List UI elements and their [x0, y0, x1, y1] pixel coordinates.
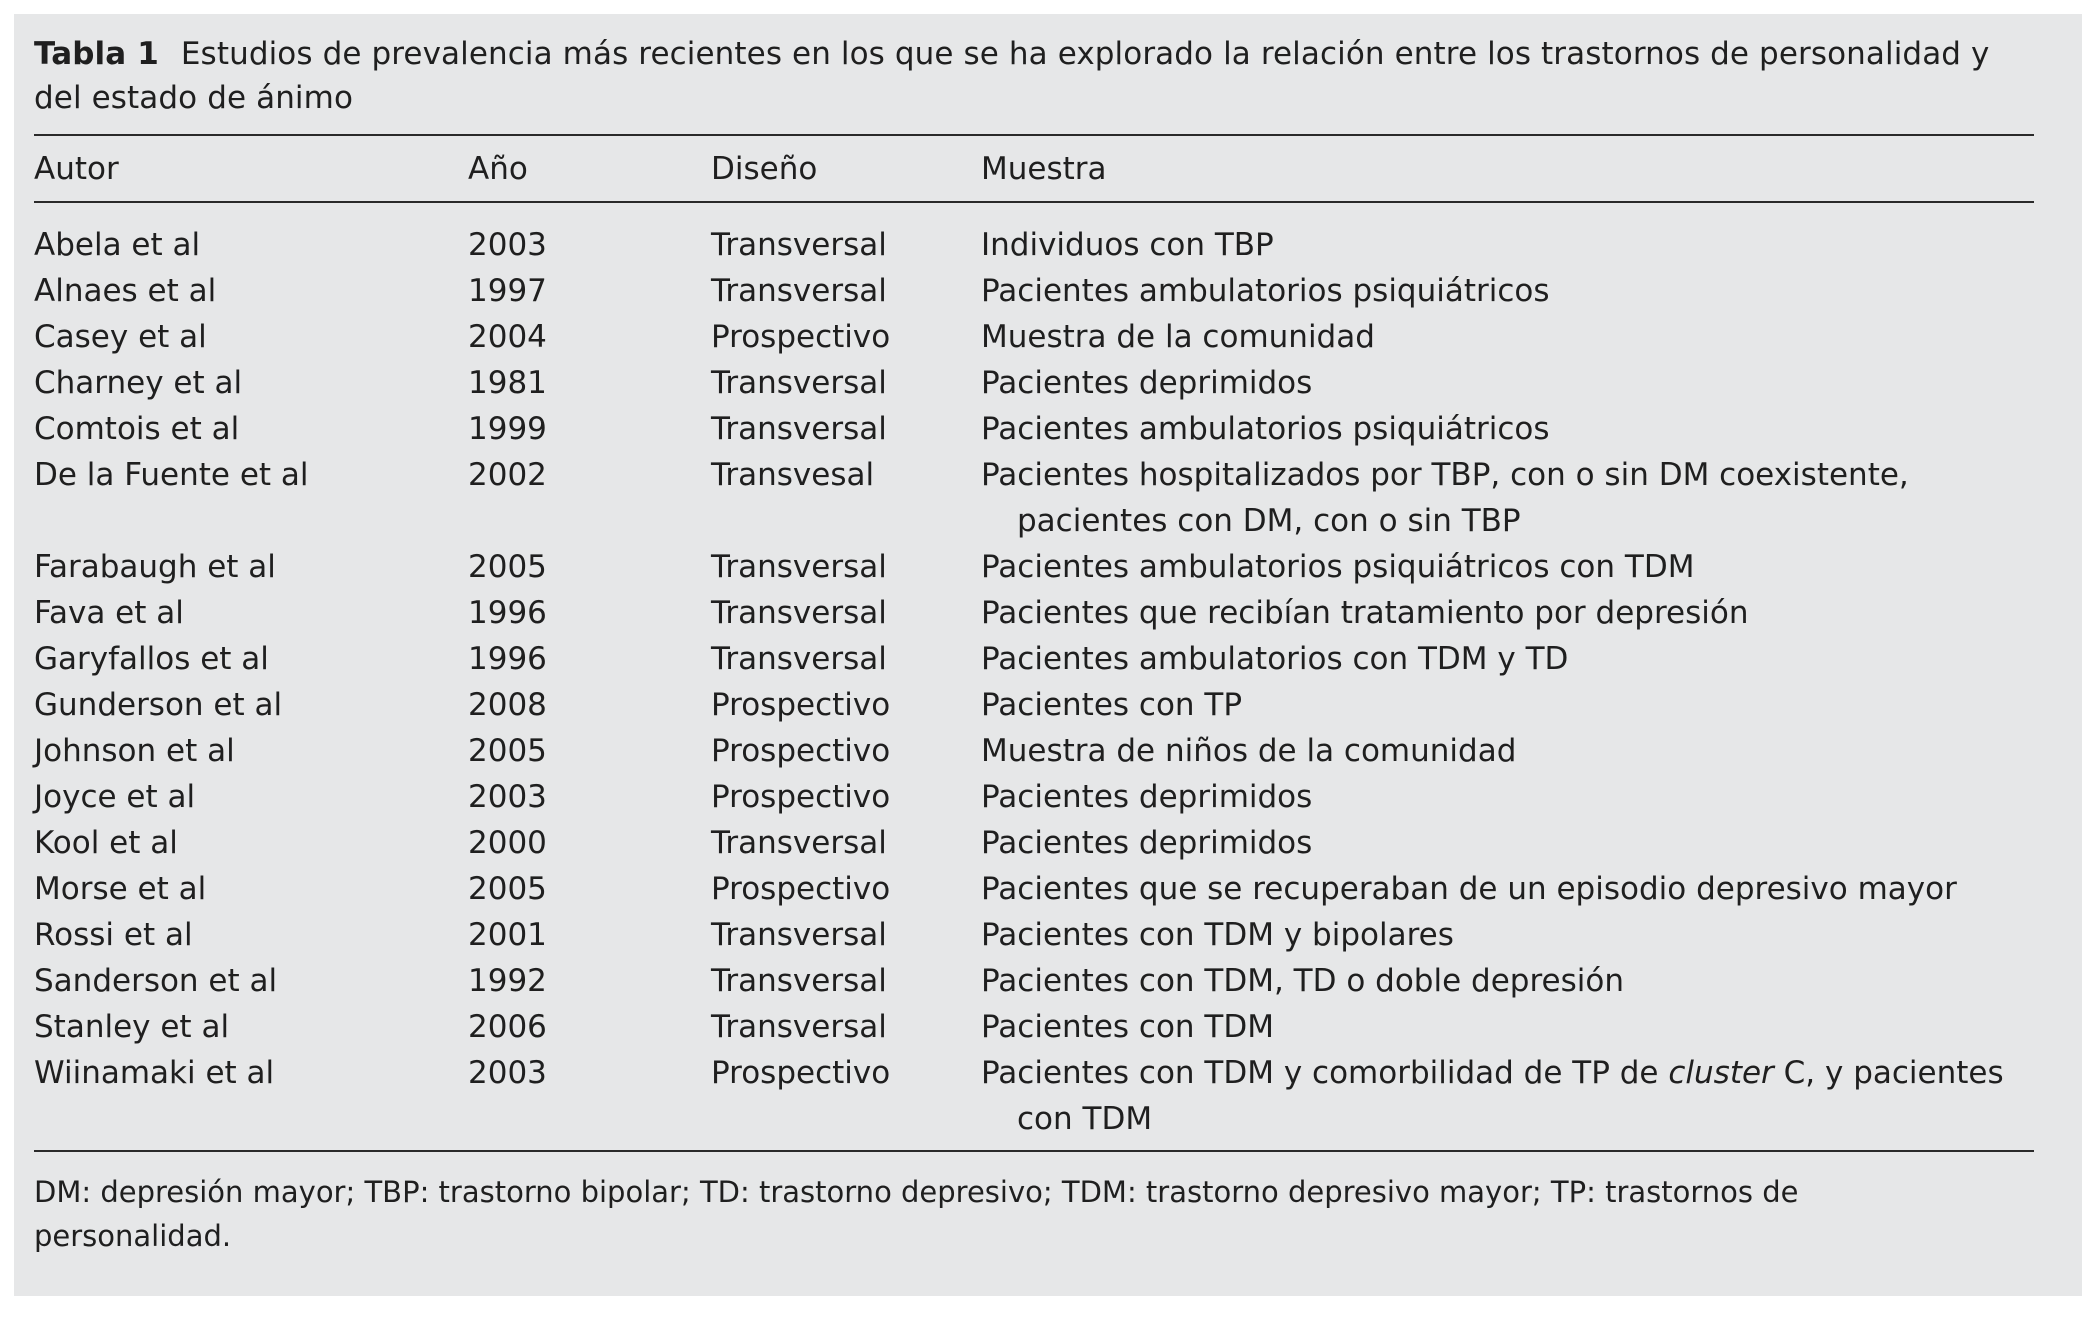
header-muestra: Muestra — [981, 151, 1107, 187]
cell-muestra — [981, 958, 2036, 1004]
cell-anio: 2002 — [468, 457, 547, 493]
cell-muestra — [981, 728, 2036, 774]
cell-autor: Garyfallos et al — [34, 641, 269, 677]
header-autor: Autor — [34, 151, 119, 187]
cell-autor: Fava et al — [34, 595, 184, 631]
cell-autor: Farabaugh et al — [34, 549, 276, 585]
muestra-line: Pacientes con TDM — [981, 1009, 1274, 1045]
cell-diseno: Prospectivo — [711, 733, 891, 769]
cell-anio: 2001 — [468, 917, 547, 953]
cell-muestra — [981, 222, 2036, 268]
muestra-line: Pacientes que recibían tratamiento por depresión — [981, 595, 1749, 631]
cell-autor: Johnson et al — [34, 733, 235, 769]
cell-autor: Stanley et al — [34, 1009, 230, 1045]
cell-muestra — [981, 1050, 2036, 1142]
cell-anio: 2008 — [468, 687, 547, 723]
muestra-line: Muestra de niños de la comunidad — [981, 733, 1517, 769]
cell-muestra — [981, 820, 2036, 866]
cell-autor: De la Fuente et al — [34, 457, 309, 493]
cell-muestra — [981, 590, 2036, 636]
cell-autor: Comtois et al — [34, 411, 240, 447]
muestra-line: Pacientes hospitalizados por TBP, con o sin DM coexistente, — [981, 457, 1909, 493]
cell-anio: 2004 — [468, 319, 547, 355]
cell-autor: Joyce et al — [34, 779, 196, 815]
cell-muestra — [981, 406, 2036, 452]
cell-anio: 1992 — [468, 963, 547, 999]
cell-muestra — [981, 912, 2036, 958]
muestra-line: Pacientes ambulatorios psiquiátricos — [981, 273, 1550, 309]
muestra-continuation: con TDM — [1017, 1101, 1153, 1137]
cell-muestra — [981, 774, 2036, 820]
cell-anio: 2003 — [468, 227, 547, 263]
cell-autor: Gunderson et al — [34, 687, 283, 723]
table-title: Estudios de prevalencia más recientes en los que se ha explorado la relación entre los trastornos de personalidad y del estado de ánimo — [34, 36, 1990, 116]
cell-diseno: Prospectivo — [711, 779, 891, 815]
cell-diseno: Transversal — [711, 825, 887, 861]
cell-autor: Casey et al — [34, 319, 207, 355]
header-diseno: Diseño — [711, 151, 818, 187]
cell-anio: 1996 — [468, 641, 547, 677]
cell-anio: 2003 — [468, 1055, 547, 1091]
cell-diseno: Prospectivo — [711, 1055, 891, 1091]
cell-diseno: Prospectivo — [711, 871, 891, 907]
muestra-line: Pacientes ambulatorios con TDM y TD — [981, 641, 1569, 677]
cell-anio: 2005 — [468, 871, 547, 907]
cell-anio: 2003 — [468, 779, 547, 815]
cell-anio: 1997 — [468, 273, 547, 309]
muestra-line: Pacientes deprimidos — [981, 825, 1313, 861]
header-anio: Año — [468, 151, 528, 187]
muestra-line: Pacientes ambulatorios psiquiátricos con TDM — [981, 549, 1695, 585]
table-footnote: DM: depresión mayor; TBP: trastorno bipolar; TD: trastorno depresivo; TDM: trastorno depresivo mayor; TP: trastornos de personalidad. — [34, 1175, 1799, 1253]
muestra-line: Pacientes que se recuperaban de un episodio depresivo mayor — [981, 871, 1957, 907]
cell-anio: 2005 — [468, 733, 547, 769]
cell-diseno: Prospectivo — [711, 319, 891, 355]
header-rule — [34, 201, 2034, 203]
muestra-continuation: pacientes con DM, con o sin TBP — [1017, 503, 1521, 539]
cell-autor: Charney et al — [34, 365, 243, 401]
cell-autor: Morse et al — [34, 871, 207, 907]
cell-anio: 2006 — [468, 1009, 547, 1045]
cell-autor: Kool et al — [34, 825, 178, 861]
cell-diseno: Transversal — [711, 273, 887, 309]
cell-muestra — [981, 636, 2036, 682]
muestra-line: Pacientes con TP — [981, 687, 1243, 723]
cell-diseno: Prospectivo — [711, 687, 891, 723]
cell-anio: 2000 — [468, 825, 547, 861]
cell-autor: Alnaes et al — [34, 273, 217, 309]
cell-autor: Wiinamaki et al — [34, 1055, 275, 1091]
top-rule — [34, 134, 2034, 136]
cell-diseno: Transversal — [711, 641, 887, 677]
cell-diseno: Transversal — [711, 411, 887, 447]
table-label: Tabla 1 — [34, 36, 159, 72]
cell-anio: 1981 — [468, 365, 547, 401]
bottom-rule — [34, 1150, 2034, 1152]
muestra-line: Pacientes con TDM, TD o doble depresión — [981, 963, 1624, 999]
muestra-line: Muestra de la comunidad — [981, 319, 1375, 355]
muestra-line: Pacientes ambulatorios psiquiátricos — [981, 411, 1550, 447]
cell-muestra — [981, 866, 2036, 912]
cell-muestra — [981, 360, 2036, 406]
cell-diseno: Transversal — [711, 365, 887, 401]
cell-autor: Sanderson et al — [34, 963, 278, 999]
cell-autor: Abela et al — [34, 227, 201, 263]
cell-diseno: Transvesal — [711, 457, 875, 493]
cell-anio: 1999 — [468, 411, 547, 447]
muestra-line: Pacientes con TDM y bipolares — [981, 917, 1454, 953]
table-caption — [34, 32, 2034, 120]
cell-diseno: Transversal — [711, 1009, 887, 1045]
cell-muestra — [981, 452, 2036, 544]
cell-diseno: Transversal — [711, 917, 887, 953]
cell-muestra — [981, 544, 2036, 590]
cell-anio: 2005 — [468, 549, 547, 585]
cell-muestra — [981, 314, 2036, 360]
muestra-line: Pacientes con TDM y comorbilidad de TP de cluster C, y pacientes — [981, 1055, 2004, 1091]
cell-diseno: Transversal — [711, 595, 887, 631]
cell-autor: Rossi et al — [34, 917, 193, 953]
cell-muestra — [981, 682, 2036, 728]
muestra-line: Pacientes deprimidos — [981, 779, 1313, 815]
cell-muestra — [981, 268, 2036, 314]
cell-muestra — [981, 1004, 2036, 1050]
muestra-line: Pacientes deprimidos — [981, 365, 1313, 401]
cell-diseno: Transversal — [711, 963, 887, 999]
cell-diseno: Transversal — [711, 549, 887, 585]
cell-diseno: Transversal — [711, 227, 887, 263]
muestra-line: Individuos con TBP — [981, 227, 1274, 263]
cell-anio: 1996 — [468, 595, 547, 631]
